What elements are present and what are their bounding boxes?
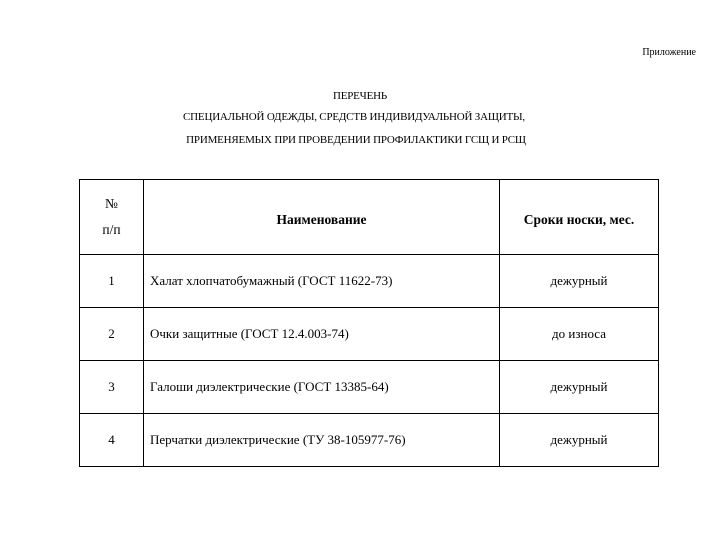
appendix-label: Приложение: [642, 47, 696, 58]
header-name: Наименование: [144, 180, 500, 255]
header-number: [80, 180, 144, 255]
row-number: 3: [80, 361, 144, 414]
row-name: Галоши диэлектрические (ГОСТ 13385-64): [144, 361, 500, 414]
title-line-3: ПРИМЕНЯЕМЫХ ПРИ ПРОВЕДЕНИИ ПРОФИЛАКТИКИ ГСЩ И РСЩ: [186, 134, 526, 146]
title-line-2: СПЕЦИАЛЬНОЙ ОДЕЖДЫ, СРЕДСТВ ИНДИВИДУАЛЬНОЙ ЗАЩИТЫ,: [183, 111, 525, 123]
table-row: [80, 414, 659, 467]
table-header: [80, 180, 659, 255]
row-term: дежурный: [500, 414, 659, 467]
row-name: Халат хлопчатобумажный (ГОСТ 11622-73): [144, 255, 500, 308]
header-number-sign: №: [105, 196, 118, 211]
row-term: до износа: [500, 308, 659, 361]
table-row: [80, 308, 659, 361]
table-row: [80, 361, 659, 414]
title-line-1: ПЕРЕЧЕНЬ: [332, 90, 388, 102]
row-name: Перчатки диэлектрические (ТУ 38-105977-76): [144, 414, 500, 467]
header-number-abbr: п/п: [102, 222, 121, 237]
row-name: Очки защитные (ГОСТ 12.4.003-74): [144, 308, 500, 361]
header-term: Сроки носки, мес.: [500, 180, 659, 255]
row-term: дежурный: [500, 255, 659, 308]
row-number: 2: [80, 308, 144, 361]
items-table: [79, 179, 659, 467]
table-row: [80, 255, 659, 308]
row-number: 1: [80, 255, 144, 308]
header-row: [80, 180, 659, 255]
table-body: [80, 255, 659, 467]
row-number: 4: [80, 414, 144, 467]
row-term: дежурный: [500, 361, 659, 414]
